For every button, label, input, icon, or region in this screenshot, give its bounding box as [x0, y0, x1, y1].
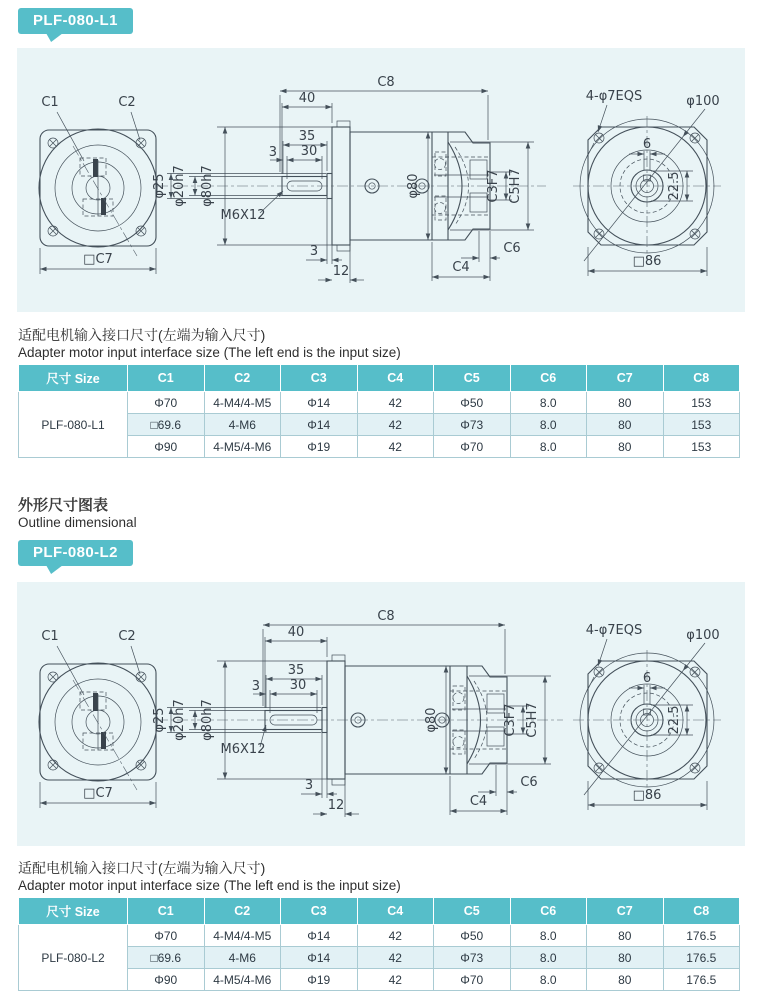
dim-label-c7: □C7 [83, 252, 113, 267]
cell-r0-c2: Φ14 [281, 925, 358, 947]
dim-arrow [588, 803, 595, 808]
rear-view [573, 623, 721, 810]
dim-label-d225: 22.5 [667, 171, 682, 201]
dim-arrow [482, 89, 489, 94]
outline-drawing-l2 [17, 582, 745, 846]
cell-r0-c1: 4-M4/4-M5 [204, 392, 281, 414]
section-heading-cn: 外形尺寸图表 [18, 497, 109, 514]
front-view [39, 629, 157, 808]
cell-r2-c6: 80 [587, 969, 664, 991]
table-row [19, 392, 740, 414]
dim-arrow [685, 705, 690, 712]
dim-label-d3b: 3 [304, 778, 314, 793]
dim-label-c5h7: C5H7 [508, 168, 523, 204]
column-header-1: C1 [128, 365, 205, 392]
dim-label-d3: 3 [251, 679, 260, 694]
dim-arrow [499, 623, 506, 628]
cell-r2-c5: 8.0 [510, 436, 587, 458]
cell-r0-c4: Φ50 [434, 392, 511, 414]
dim-arrow [193, 177, 198, 184]
dim-label-d100: φ100 [686, 628, 720, 643]
dim-label-c1: C1 [41, 629, 59, 644]
caption-cn-l1: 适配电机输入接口尺寸(左端为输入尺寸) [18, 327, 266, 343]
dim-arrow [444, 768, 449, 775]
dim-label-d86: □86 [632, 254, 662, 269]
dim-arrow [150, 801, 157, 806]
caption-en-l2: Adapter motor input interface size (The left end is the input size) [18, 878, 401, 893]
dim-arrow [263, 623, 270, 628]
dim-arrow [223, 661, 228, 668]
cell-r0-c6: 80 [587, 925, 664, 947]
table-row [19, 925, 740, 947]
drawing-rect [337, 121, 350, 127]
dim-arrow [526, 142, 531, 149]
cell-r0-c5: 8.0 [510, 925, 587, 947]
dim-arrow [685, 729, 690, 736]
drawing-line [131, 112, 140, 140]
cell-r2-c4: Φ70 [434, 969, 511, 991]
dim-label-d20h7: φ20h7 [172, 699, 187, 741]
dim-arrow [326, 105, 333, 110]
column-header-3: C3 [281, 365, 358, 392]
dim-label-c2: C2 [118, 95, 136, 110]
cell-r1-c3: 42 [357, 947, 434, 969]
dim-arrow [223, 239, 228, 246]
drawing-circle [453, 737, 464, 748]
dim-arrow [350, 278, 357, 283]
dim-arrow [638, 686, 645, 691]
dim-arrow [321, 812, 328, 817]
cell-r2-c1: 4-M5/4-M6 [204, 436, 281, 458]
cell-r0-c3: 42 [357, 925, 434, 947]
cell-r0-c7: 176.5 [663, 925, 740, 947]
column-header-4: C4 [357, 365, 434, 392]
drawing-rect [337, 245, 350, 251]
dim-arrow [321, 639, 328, 644]
cell-r1-c4: Φ73 [434, 414, 511, 436]
cell-r0-c3: 42 [357, 392, 434, 414]
rear-view [573, 89, 721, 276]
section-heading-en: Outline dimensional [18, 515, 137, 530]
dim-label-d12: 12 [327, 798, 345, 813]
drawing-line [588, 143, 594, 155]
cell-r1-c1: 4-M6 [204, 414, 281, 436]
dim-arrow [432, 275, 439, 280]
drawing-rect [470, 193, 487, 212]
dim-label-d3: 3 [268, 145, 277, 160]
key-mark [93, 159, 98, 177]
dim-arrow [193, 723, 198, 730]
cell-r1-c0: □69.6 [128, 947, 205, 969]
badge-pointer [46, 565, 63, 574]
dim-arrow [490, 790, 497, 795]
column-header-7: C7 [587, 365, 664, 392]
dim-arrow [326, 278, 333, 283]
column-header-8: C8 [663, 898, 740, 925]
column-header-6: C6 [510, 898, 587, 925]
key-mark [93, 693, 98, 711]
drawing-line [73, 146, 137, 256]
cell-r0-c0: Φ70 [128, 392, 205, 414]
cell-r1-c3: 42 [357, 414, 434, 436]
model-badge-label: PLF-080-L2 [33, 544, 118, 561]
dim-arrow [316, 792, 323, 797]
cell-r2-c5: 8.0 [510, 969, 587, 991]
dim-label-d30: 30 [289, 678, 307, 693]
drawing-rect [487, 727, 504, 746]
badge-pointer [46, 33, 63, 42]
dim-label-c8: C8 [377, 75, 395, 90]
dim-arrow [426, 234, 431, 241]
dim-label-d80: φ80 [424, 707, 439, 733]
dim-arrow [426, 132, 431, 139]
dim-arrow [283, 143, 290, 148]
cell-r2-c0: Φ90 [128, 969, 205, 991]
dim-label-c3f7: C3F7 [503, 703, 518, 737]
column-header-2: C2 [204, 898, 281, 925]
drawing-rect [470, 160, 487, 179]
column-header-4: C4 [357, 898, 434, 925]
side-view [152, 609, 551, 817]
dim-label-c8: C8 [377, 609, 395, 624]
dim-arrow [265, 639, 272, 644]
dim-label-c6: C6 [503, 241, 521, 256]
cell-r1-c4: Φ73 [434, 947, 511, 969]
dim-label-m6x12: M6X12 [220, 742, 266, 757]
dim-arrow [345, 812, 352, 817]
drawing-circle [435, 159, 446, 170]
column-header-2: C2 [204, 365, 281, 392]
dim-arrow [327, 792, 334, 797]
drawing-rect [332, 779, 345, 785]
side-view [152, 75, 534, 283]
drawing-rect [332, 655, 345, 661]
row-label: PLF-080-L2 [19, 925, 128, 991]
model-badge-l2 [18, 540, 133, 566]
dim-arrow [473, 256, 480, 261]
drawing-line [73, 680, 137, 790]
caption-en-l1: Adapter motor input interface size (The left end is the input size) [18, 345, 401, 360]
dim-label-c6: C6 [520, 775, 538, 790]
dim-label-c7: □C7 [83, 786, 113, 801]
dim-arrow [266, 677, 273, 682]
key-mark [101, 732, 106, 749]
cell-r0-c2: Φ14 [281, 392, 358, 414]
dimension-table-l1 [18, 364, 740, 458]
drawing-circle [453, 693, 464, 704]
drawing-line [57, 112, 84, 161]
dim-arrow [685, 171, 690, 178]
column-header-3: C3 [281, 898, 358, 925]
drawing-rect [453, 686, 465, 710]
column-header-1: C1 [128, 898, 205, 925]
cell-r2-c4: Φ70 [434, 436, 511, 458]
cell-r1-c2: Φ14 [281, 414, 358, 436]
cell-r1-c7: 153 [663, 414, 740, 436]
column-header-7: C7 [587, 898, 664, 925]
key-mark [101, 198, 106, 215]
dim-label-c4: C4 [469, 794, 488, 809]
dim-label-d225: 22.5 [667, 705, 682, 735]
dim-arrow [588, 269, 595, 274]
cell-r1-c6: 80 [587, 414, 664, 436]
dim-arrow [223, 773, 228, 780]
column-header-0: 尺寸 Size [19, 898, 128, 925]
dim-arrow [280, 89, 287, 94]
drawing-line [131, 646, 140, 674]
dim-label-d20h7: φ20h7 [172, 165, 187, 207]
dim-arrow [638, 152, 645, 157]
dim-arrow [316, 677, 323, 682]
column-header-6: C6 [510, 365, 587, 392]
column-header-5: C5 [434, 365, 511, 392]
drawing-line [57, 646, 84, 695]
drawing-rect [435, 152, 446, 176]
cell-r2-c7: 176.5 [663, 969, 740, 991]
table-row [19, 436, 740, 458]
cell-r0-c4: Φ50 [434, 925, 511, 947]
drawing-panel-l1 [17, 48, 745, 312]
drawing-circle [435, 203, 446, 214]
dim-arrow [650, 152, 657, 157]
table-row [19, 969, 740, 991]
cell-r1-c0: □69.6 [128, 414, 205, 436]
dim-arrow [444, 666, 449, 673]
cell-r1-c5: 8.0 [510, 414, 587, 436]
dim-label-d35: 35 [298, 129, 316, 144]
dim-label-d100: φ100 [686, 94, 720, 109]
caption-cn-l2: 适配电机输入接口尺寸(左端为输入尺寸) [18, 860, 266, 876]
dim-label-d25: φ25 [152, 707, 167, 733]
dim-arrow [332, 258, 339, 263]
drawing-rect [435, 196, 446, 220]
dim-label-d80h7: φ80h7 [200, 165, 215, 207]
dim-label-d12: 12 [332, 264, 350, 279]
outline-drawing-l1 [17, 48, 745, 312]
dim-label-c5h7: C5H7 [525, 702, 540, 738]
dim-label-c4: C4 [452, 260, 470, 275]
table-row [19, 947, 740, 969]
dim-arrow [543, 676, 548, 683]
drawing-rect [453, 730, 465, 754]
cell-r2-c2: Φ19 [281, 436, 358, 458]
row-label: PLF-080-L1 [19, 392, 128, 458]
model-badge-l1 [18, 8, 133, 34]
dim-label-m6x12: M6X12 [220, 208, 266, 223]
dim-arrow [282, 105, 289, 110]
column-header-8: C8 [663, 365, 740, 392]
dim-arrow [490, 256, 497, 261]
drawing-panel-l2 [17, 582, 745, 846]
dim-arrow [40, 801, 47, 806]
drawing-line [588, 677, 594, 689]
cell-r0-c5: 8.0 [510, 392, 587, 414]
cell-r2-c1: 4-M5/4-M6 [204, 969, 281, 991]
cell-r2-c6: 80 [587, 436, 664, 458]
drawing-rect [487, 694, 504, 713]
dim-arrow [40, 267, 47, 272]
dim-arrow [193, 189, 198, 196]
cell-r0-c1: 4-M4/4-M5 [204, 925, 281, 947]
dim-arrow [507, 790, 514, 795]
cell-r1-c5: 8.0 [510, 947, 587, 969]
dim-arrow [526, 224, 531, 231]
dim-label-c1: C1 [41, 95, 59, 110]
cell-r1-c6: 80 [587, 947, 664, 969]
dim-label-c2: C2 [118, 629, 136, 644]
dim-label-eqs: 4-φ7EQS [585, 89, 643, 104]
column-header-5: C5 [434, 898, 511, 925]
dim-arrow [450, 809, 457, 814]
cell-r1-c2: Φ14 [281, 947, 358, 969]
dim-arrow [193, 711, 198, 718]
cell-r0-c7: 153 [663, 392, 740, 414]
dim-arrow [543, 758, 548, 765]
dim-arrow [311, 692, 318, 697]
column-header-0: 尺寸 Size [19, 365, 128, 392]
dim-label-eqs: 4-φ7EQS [585, 623, 643, 638]
dim-label-d3b: 3 [309, 244, 319, 259]
dim-label-d80h7: φ80h7 [200, 699, 215, 741]
dim-label-d6: 6 [642, 137, 652, 152]
dim-arrow [685, 195, 690, 202]
table-row [19, 414, 740, 436]
dim-label-d40: 40 [287, 625, 305, 640]
front-view [39, 95, 157, 274]
dim-label-d86: □86 [632, 788, 662, 803]
dim-label-d35: 35 [287, 663, 305, 678]
dim-arrow [287, 158, 294, 163]
dim-label-d30: 30 [300, 144, 318, 159]
cell-r0-c0: Φ70 [128, 925, 205, 947]
cell-r2-c2: Φ19 [281, 969, 358, 991]
dim-arrow [223, 127, 228, 134]
cell-r1-c1: 4-M6 [204, 947, 281, 969]
dim-arrow [701, 803, 708, 808]
dim-arrow [270, 692, 277, 697]
cell-r2-c7: 153 [663, 436, 740, 458]
dim-label-d80: φ80 [406, 173, 421, 199]
dim-arrow [701, 269, 708, 274]
dim-arrow [321, 258, 328, 263]
dim-label-d6: 6 [642, 671, 652, 686]
dim-arrow [321, 143, 328, 148]
cell-r2-c3: 42 [357, 969, 434, 991]
dim-label-d25: φ25 [152, 173, 167, 199]
dim-arrow [501, 809, 508, 814]
cell-r0-c6: 80 [587, 392, 664, 414]
model-badge-label: PLF-080-L1 [33, 12, 118, 29]
cell-r2-c0: Φ90 [128, 436, 205, 458]
cell-r1-c7: 176.5 [663, 947, 740, 969]
dimension-table-l2 [18, 897, 740, 991]
dim-arrow [484, 275, 491, 280]
dim-arrow [150, 267, 157, 272]
dim-arrow [650, 686, 657, 691]
cell-r2-c3: 42 [357, 436, 434, 458]
dim-label-c3f7: C3F7 [486, 169, 501, 203]
dim-label-d40: 40 [298, 91, 316, 106]
